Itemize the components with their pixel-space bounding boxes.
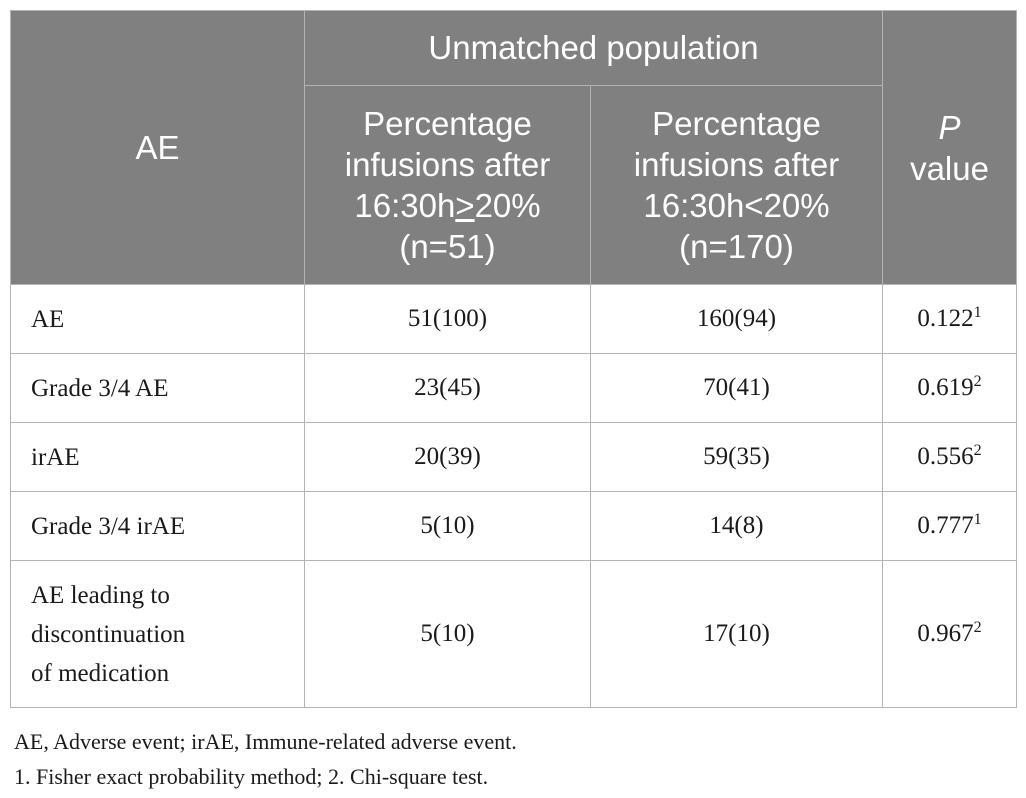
- table-row: [11, 561, 1017, 708]
- col1-header-line4: (n=51): [399, 228, 496, 265]
- p-value-header-italic: P: [938, 108, 961, 146]
- row-label: irAE: [11, 423, 305, 492]
- row-label: Grade 3/4 AE: [11, 354, 305, 423]
- row-label-line: discontinuation: [31, 620, 186, 648]
- col-header-after-lt-20: [591, 86, 883, 285]
- col1-value: 5(10): [305, 492, 591, 561]
- p-value-footnote: 2: [973, 619, 982, 636]
- col1-header-line3: [305, 185, 590, 226]
- table-row: [11, 492, 1017, 561]
- col2-value: 14(8): [591, 492, 883, 561]
- p-value-number: 0.619: [917, 374, 974, 401]
- col2-header-line2: infusions after: [633, 146, 840, 183]
- table-row: [11, 285, 1017, 354]
- p-value-footnote: 1: [973, 511, 982, 528]
- p-value: [883, 561, 1017, 708]
- row-label: AE: [11, 285, 305, 354]
- table-row: [11, 423, 1017, 492]
- p-value-number: 0.777: [917, 512, 974, 539]
- col2-header-line1: Percentage: [652, 105, 821, 142]
- col-header-after-ge-20: [305, 86, 591, 285]
- col2-value: 160(94): [591, 285, 883, 354]
- results-table: [10, 10, 1017, 708]
- col2-header-line4: (n=170): [679, 228, 794, 265]
- table-footnotes: [14, 724, 1014, 794]
- ae-column-header: [11, 11, 305, 285]
- unmatched-population-label: Unmatched population: [428, 29, 759, 66]
- row-label: [11, 561, 305, 708]
- col1-header-line2: infusions after: [344, 146, 551, 183]
- p-value-footnote: 2: [973, 442, 982, 459]
- col1-header-line3-prefix: 16:30h: [354, 187, 456, 224]
- col1-header-ge-symbol: >: [455, 187, 475, 224]
- p-value: [883, 354, 1017, 423]
- col2-value: 17(10): [591, 561, 883, 708]
- row-label-line: of medication: [31, 659, 170, 687]
- p-value-number: 0.122: [917, 305, 974, 332]
- col2-value: 70(41): [591, 354, 883, 423]
- p-value: [883, 423, 1017, 492]
- p-value-header-rest: value: [910, 149, 989, 187]
- col1-value: 23(45): [305, 354, 591, 423]
- p-value: [883, 285, 1017, 354]
- col1-header-line1: Percentage: [363, 105, 532, 142]
- p-value-number: 0.556: [917, 443, 974, 470]
- header-row-group: [11, 11, 1017, 86]
- col1-header-line3-suffix: 20%: [474, 187, 541, 224]
- methods-note: 1. Fisher exact probability method; 2. Chi-square test.: [14, 764, 489, 789]
- col1-value: 20(39): [305, 423, 591, 492]
- p-value-footnote: 1: [973, 304, 982, 321]
- abbreviations-note: AE, Adverse event; irAE, Immune-related adverse event.: [14, 729, 517, 754]
- col1-value: 5(10): [305, 561, 591, 708]
- p-value: [883, 492, 1017, 561]
- ae-column-header-label: AE: [135, 129, 180, 166]
- p-value-footnote: 2: [973, 373, 982, 390]
- p-value-number: 0.967: [917, 620, 974, 647]
- table-row: [11, 354, 1017, 423]
- p-value-column-header: [883, 11, 1017, 285]
- col1-value: 51(100): [305, 285, 591, 354]
- row-label-line: AE leading to: [31, 581, 170, 609]
- col2-header-line3: 16:30h<20%: [643, 187, 830, 224]
- unmatched-population-header: [305, 11, 883, 86]
- row-label: Grade 3/4 irAE: [11, 492, 305, 561]
- col2-value: 59(35): [591, 423, 883, 492]
